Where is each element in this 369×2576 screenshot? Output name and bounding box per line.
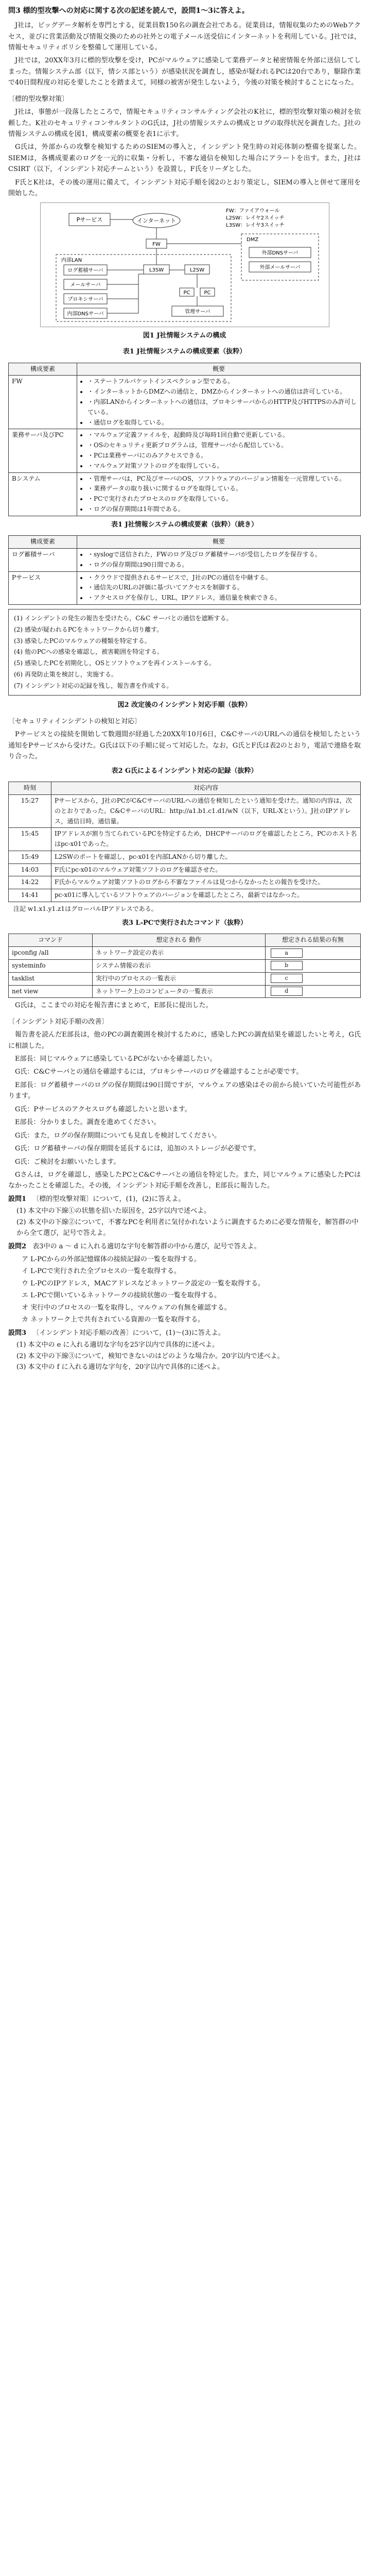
table1-cell-overview bbox=[77, 376, 361, 429]
legend-l2sw: L2SW：レイヤ2スイッチ bbox=[225, 215, 285, 221]
table1b-cell-overview bbox=[77, 571, 361, 604]
table1-bullet: • ・内部LANからインターネットへの通信は，プロキシサーバからのHTTP及びHTTPSのみ許可している。 bbox=[87, 397, 357, 418]
table2-cell-time: 14:03 bbox=[9, 863, 51, 876]
table3-header-cmd: コマンド bbox=[9, 934, 93, 947]
question-title: 問3 標的型攻撃への対応に関する次の記述を読んで，設問1〜3に答えよ。 bbox=[8, 7, 249, 15]
choice-item: イ L-PCで実行された全プロセスの一覧を取得する。 bbox=[22, 1267, 181, 1276]
table1b-cell-name: Pサービス bbox=[9, 571, 77, 604]
table-row bbox=[9, 429, 361, 472]
dns-server-label: 内部DNSサーバ bbox=[66, 311, 104, 317]
table3-cell-cmd: systeminfo bbox=[9, 959, 93, 972]
table-row bbox=[9, 863, 361, 876]
ext-dns-label: 外部DNSサーバ bbox=[261, 250, 298, 256]
question-1-item: (1) 本文中の下線①の状態を招いた原因を，25字以内で述べよ。 bbox=[16, 1207, 211, 1215]
log-server-label: ログ蓄積サーバ bbox=[67, 267, 103, 274]
question-3-item: (1) 本文中の e に入れる適切な字句を25字以内で具体的に述べよ。 bbox=[16, 1341, 219, 1349]
question-1-label: 設問1 bbox=[8, 1195, 27, 1203]
section1-paragraph: F氏とK社は，その後の運用に備えて，インシデント対応手順を図2のとおり策定し，SIEMの導入と併せて運用を開始した。 bbox=[8, 178, 361, 198]
question-1-item: (2) 本文中の下線②について，不審なPCを利用者に気付かれないように調査するために必要な情報を，解答群の中から全て選び，記号で答えよ。 bbox=[16, 1218, 359, 1238]
answer-blank-d: d bbox=[271, 987, 303, 996]
section3-paragraph: E部長：分かりました。調査を進めてください。 bbox=[15, 1118, 161, 1127]
question-3-label: 設問3 bbox=[8, 1329, 27, 1337]
table1b-bullet: • ・アクセスログを保存し，URL，IPアドレス，通信量を検索できる。 bbox=[87, 593, 357, 603]
procedure-step: (7) インシデント対応の記録を残し，報告書を作成する。 bbox=[14, 682, 173, 689]
answer-blank-b: b bbox=[271, 961, 303, 970]
p-service-label: Pサービス bbox=[76, 216, 102, 223]
section-heading: 〔インシデント対応手順の改善〕 bbox=[8, 1018, 109, 1026]
internet-label: インターネット bbox=[136, 217, 176, 224]
proxy-server-label: プロキシサーバ bbox=[67, 296, 103, 302]
table-row bbox=[9, 472, 361, 516]
answer-blank-a: a bbox=[271, 948, 303, 958]
table-row bbox=[9, 828, 361, 851]
table2-cell-text: pc-x01に導入しているソフトウェアのバージョンを確認したところ，最新ではなかった。 bbox=[51, 889, 361, 902]
table1-bullet: • ・マルウェア定義ファイルを，起動時及び毎時1回自動で更新している。 bbox=[87, 430, 357, 440]
question-2-choices bbox=[22, 1254, 361, 1326]
mail-server-label: メールサーバ bbox=[69, 282, 101, 288]
intro-paragraph: J社では，20XX年3月に標的型攻撃を受け，PCがマルウェアに感染して業務データと秘密情報を外部に送信してしまった。情報システム部（以下，情シス部という）が感染状況を調査し，感染が疑われるPCは20台であり，駆除作業で40日間程度の対応を要したことを踏まえて，同様の被害が発生しないよう，今後の対策を検討することになった。 bbox=[8, 57, 361, 87]
table1b-cell-overview bbox=[77, 548, 361, 571]
section3-paragraph: E部長：同じマルウェアに感染しているPCがないかを確認したい。 bbox=[15, 1055, 217, 1063]
dmz-label: DMZ bbox=[246, 236, 258, 243]
table2-note: 注記 w1.x1.y1.z1はグローバルIPアドレスである。 bbox=[13, 905, 157, 913]
table3-cell-act: 実行中のプロセスの一覧表示 bbox=[93, 972, 266, 985]
table3-cell-blank bbox=[265, 972, 360, 985]
table2-cell-text: L2SWのポートを確認し，pc-x01を内部LANから切り離した。 bbox=[51, 851, 361, 863]
section3-paragraph: G氏：C&Cサーバとの通信を確認するには，プロキシサーバのログを確認することが必要です。 bbox=[15, 1068, 303, 1076]
table1-bullet: • ・マルウェア対策ソフトのログを取得している。 bbox=[87, 461, 357, 471]
choice-item: エ L-PCで開いているネットワークの接続状態の一覧を取得する。 bbox=[22, 1292, 221, 1300]
table1-cell-name: 業務サーバ及びPC bbox=[9, 429, 77, 472]
table1-cell-name: Bシステム bbox=[9, 472, 77, 516]
question-3-item: (3) 本文中の f に入れる適切な字句を，20字以内で具体的に述べよ。 bbox=[16, 1363, 224, 1371]
table2-cell-time: 14:22 bbox=[9, 876, 51, 889]
fw-label: FW bbox=[152, 241, 161, 247]
table3-header-act: 想定される 動作 bbox=[93, 934, 266, 947]
internet-cloud bbox=[133, 213, 180, 228]
l3sw-label: L3SW bbox=[149, 267, 164, 273]
table-row bbox=[9, 571, 361, 604]
section3-paragraph: G氏：また，ログの保存期間についても見直しを検討してください。 bbox=[15, 1131, 221, 1140]
section3-paragraph: G氏：Pサービスのアクセスログも確認したいと思います。 bbox=[15, 1105, 191, 1113]
table1-bullet: • ・PCで実行されたプロセスのログを取得している。 bbox=[87, 494, 357, 504]
section3-paragraph: G氏：ご検討をお願いいたします。 bbox=[15, 1158, 120, 1166]
question-1 bbox=[8, 1194, 361, 1205]
question-3-items bbox=[16, 1340, 361, 1372]
table-row bbox=[9, 889, 361, 902]
table1b-header-overview: 概要 bbox=[77, 536, 361, 549]
procedure-step: (5) 感染したPCを初期化し，OSとソフトウェアを再インストールする。 bbox=[14, 659, 216, 667]
section2-paragraph: Pサービスとの接続を開始して数週間が経過した20XX年10月6日，C&CサーバのURLへの通信を検知したという通知をPサービスから受けた。G氏は以下の手順に従って対応した。なお，G氏とF氏は表2のとおり，電話で連絡を取り合った。 bbox=[8, 731, 361, 761]
ext-mail-label: 外部メールサーバ bbox=[259, 264, 301, 270]
table3-cell-cmd: ipconfig /all bbox=[9, 947, 93, 960]
table1b-caption: 表1 J社情報システムの構成要素（抜粋）（続き） bbox=[111, 520, 258, 529]
network-diagram bbox=[40, 202, 329, 327]
table2-cell-text: F氏にpc-x01のマルウェア対策ソフトのログを確認させた。 bbox=[51, 863, 361, 876]
intro-paragraph: J社は，ビッグデータ解析を専門とする，従業員数150名の調査会社である。従業員は，情報収集のためのWebアクセス，並びに営業活動及び情報交換のための社外との電子メール送受信にインターネットを利用している。J社では，情報セキュリティポリシを整備して運用している。 bbox=[8, 22, 361, 52]
table1-header-overview: 概要 bbox=[77, 363, 361, 376]
l2sw-label: L2SW bbox=[189, 267, 204, 273]
table3-cell-cmd: net view bbox=[9, 985, 93, 998]
table2-cell-time: 15:49 bbox=[9, 851, 51, 863]
question-3-head: 〔インシデント対応手順の改善〕について，(1)〜(3)に答えよ。 bbox=[32, 1329, 225, 1337]
table1-cell-overview bbox=[77, 429, 361, 472]
table-row bbox=[9, 959, 361, 972]
table3-cell-blank bbox=[265, 985, 360, 998]
table3-caption: 表3 L-PCで実行されたコマンド（抜粋） bbox=[121, 919, 248, 927]
internal-lan-label: 内部LAN bbox=[61, 257, 82, 263]
table-row bbox=[9, 851, 361, 863]
table1b-header-name: 構成要素 bbox=[9, 536, 77, 549]
question-3 bbox=[8, 1328, 361, 1338]
table3-cell-cmd: tasklist bbox=[9, 972, 93, 985]
table1-header-name: 構成要素 bbox=[9, 363, 77, 376]
table1-cell-name: FW bbox=[9, 376, 77, 429]
after-table3-paragraph: G氏は，ここまでの対応を報告書にまとめて，E部長に提出した。 bbox=[15, 1002, 213, 1010]
table1-cell-overview bbox=[77, 472, 361, 516]
table1-bullet: • ・ログの保存期間は1年間である。 bbox=[87, 504, 357, 515]
table1-bullet: • ・ステートフルパケットインスペクション型である。 bbox=[87, 377, 357, 387]
procedure-step: (3) 感染したPCのマルウェアの種類を特定する。 bbox=[14, 637, 151, 645]
table2-cell-text: F氏からマルウェア対策ソフトのログから不審なファイルは見つからなかったとの報告を受けた。 bbox=[51, 876, 361, 889]
legend-fw: FW：ファイアウォール bbox=[225, 208, 280, 214]
section3-closing: Gさんは，ログを確認し，感染したPCとC&Cサーバとの通信を特定した。また，同じマルウェアに感染したPCはなかったことを確認した。その後，インシデント対応手順を改善し，E部長に報告した。 bbox=[8, 1171, 361, 1190]
mgmt-server-label: 管理サーバ bbox=[184, 309, 210, 315]
legend bbox=[226, 208, 285, 228]
table1b-bullet: • ・通信先のURLの評価に基づいてアクセスを制御する。 bbox=[87, 583, 357, 593]
table1b-bullet: • ・クラウドで提供されるサービスで，J社のPCの通信を中継する。 bbox=[87, 573, 357, 583]
pc-label: PC bbox=[183, 290, 190, 296]
choice-item: オ 実行中のプロセスの一覧を取得し，マルウェアの有無を確認する。 bbox=[22, 1303, 231, 1312]
question-1-items bbox=[16, 1206, 361, 1239]
procedure-step: (2) 感染が疑われるPCをネットワークから切り離す。 bbox=[14, 625, 163, 633]
table1-bullet: • ・業務データの取り扱いに関するログを取得している。 bbox=[87, 484, 357, 494]
table2-cell-time: 15:27 bbox=[9, 794, 51, 827]
table3-cell-blank bbox=[265, 959, 360, 972]
procedure-step: (6) 再発防止策を検討し，実施する。 bbox=[14, 670, 117, 678]
table-row bbox=[9, 876, 361, 889]
table-row bbox=[9, 548, 361, 571]
table1-bullet: • ・OSのセキュリティ更新プログラムは，管理サーバから配信している。 bbox=[87, 440, 357, 451]
table2-cell-time: 14:41 bbox=[9, 889, 51, 902]
procedure-step: (4) 他のPCへの感染を確認し，被害範囲を特定する。 bbox=[14, 648, 164, 656]
table1b-bullet: • ・ログの保存期間は90日間である。 bbox=[87, 560, 357, 570]
procedure-step: (1) インシデントの発生の報告を受けたら，C&C サーバとの通信を遮断する。 bbox=[14, 614, 233, 622]
section-heading: 〔セキュリティインシデントの検知と対応〕 bbox=[8, 717, 142, 725]
table2 bbox=[8, 782, 361, 902]
section3-paragraph: E部長：ログ蓄積サーバのログの保存期間は90日間ですが，マルウェアの感染はその前から続いていた可能性があります。 bbox=[8, 1081, 361, 1100]
table3-cell-blank bbox=[265, 947, 360, 960]
choice-item: ウ L-PCのIPアドレス，MACアドレスなどネットワーク設定の一覧を取得する。 bbox=[22, 1279, 265, 1287]
table-row bbox=[9, 985, 361, 998]
table-row bbox=[9, 947, 361, 960]
table-row bbox=[9, 794, 361, 827]
table2-cell-time: 15:45 bbox=[9, 828, 51, 851]
table2-cell-text: IPアドレスが割り当てられているPCを特定するため，DHCPサーバのログを確認したところ，PCのホスト名はpc-x01であった。 bbox=[51, 828, 361, 851]
table3-cell-act: ネットワーク設定の表示 bbox=[93, 947, 266, 960]
figure1-caption: 図1 J社情報システムの構成 bbox=[143, 331, 226, 340]
table1b bbox=[8, 535, 361, 605]
section1-paragraph: G氏は，外部からの攻撃を検知するためのSIEMの導入と，インシデント発生時の対応体制の整備を提案した。SIEMは，各構成要素のログを一元的に収集・分析し，不審な通信を検知した場合にアラートを出す。また，J社はCSIRT（以下，インシデント対応チームという）を設置し，F氏をリーダとした。 bbox=[8, 143, 361, 174]
choice-item: ア L-PCからの外部記憶媒体の接続記録の一覧を取得する。 bbox=[22, 1256, 201, 1264]
table-row bbox=[9, 376, 361, 429]
figure2-caption: 図2 改定後のインシデント対応手順（抜粋） bbox=[117, 701, 252, 709]
section3-paragraph: G氏：ログ蓄積サーバの保存期間を延長するには，追加のストレージが必要です。 bbox=[15, 1145, 260, 1153]
answer-blank-c: c bbox=[271, 974, 303, 983]
table-row bbox=[9, 972, 361, 985]
table3-cell-act: ネットワーク上のコンピュータの一覧表示 bbox=[93, 985, 266, 998]
section1-paragraph: J社は，事態が一段落したところで，情報セキュリティコンサルティング会社のK社に，標的型攻撃対策の検討を依頼した。K社のセキュリティコンサルタントのG氏は，J社の情報システムの構成とログの取得状況を調査した。J社の情報システムの構成を図1，構成要素の概要を表1に示す。 bbox=[8, 108, 361, 139]
table2-caption: 表2 G氏によるインシデント対応の記録（抜粋） bbox=[111, 767, 258, 775]
table2-cell-text: Pサービスから，J社のPCがC&CサーバのURLへの通信を検知したという通知を受けた。通知の内容は，次のとおりであった。C&CサーバのURL：http://a1.b1.c1.d1/wN（以下，URL-Xという）。J社のIPアドレス，通信日時，通信量。 bbox=[51, 794, 361, 827]
table3-header-result: 想定される結果の有無 bbox=[265, 934, 360, 947]
question-3-item: (2) 本文中の下線③について，検知できないのはどのような場合か。20字以内で述べよ。 bbox=[16, 1352, 284, 1360]
table2-header-action: 対応内容 bbox=[51, 782, 361, 795]
question-2-head: 表3中の a 〜 d に入れる適切な字句を解答群の中から選び，記号で答えよ。 bbox=[32, 1242, 261, 1250]
question-2 bbox=[8, 1241, 361, 1252]
table3-cell-act: システム情報の表示 bbox=[93, 959, 266, 972]
table1-bullet: • ・PCは業務サーバにのみアクセスできる。 bbox=[87, 451, 357, 461]
table1-bullet: • ・管理サーバは，PC及びサーバのOS，ソフトウェアのバージョン情報を一元管理している。 bbox=[87, 474, 357, 484]
table3 bbox=[8, 934, 361, 998]
section-heading: 〔標的型攻撃対策〕 bbox=[8, 95, 69, 103]
legend-l3sw: L3SW：レイヤ3スイッチ bbox=[225, 222, 285, 228]
incident-procedure-box bbox=[8, 609, 361, 696]
question-2-label: 設問2 bbox=[8, 1242, 27, 1250]
table1-bullet: • ・通信ログを取得している。 bbox=[87, 418, 357, 428]
table2-header-time: 時刻 bbox=[9, 782, 51, 795]
table1-bullet: • ・インターネットからDMZへの通信と，DMZからインターネットへの通信は許可している。 bbox=[87, 387, 357, 397]
table1b-bullet: • ・syslogで送信された，FWのログ及びログ蓄積サーバが受信したログを保存する。 bbox=[87, 550, 357, 560]
section3-paragraph: 報告書を読んだE部長は，他のPCの調査範囲を検討するために，感染したPCの調査結果を確認したいと考え，G氏に相談した。 bbox=[8, 1031, 361, 1050]
table1 bbox=[8, 363, 361, 516]
table1-caption: 表1 J社情報システムの構成要素（抜粋） bbox=[122, 348, 247, 356]
pc-label: PC bbox=[203, 290, 211, 296]
question-1-head: 〔標的型攻撃対策〕について，(1)，(2)に答えよ。 bbox=[32, 1195, 185, 1203]
table1b-cell-name: ログ蓄積サーバ bbox=[9, 548, 77, 571]
choice-item: カ ネットワーク上で共有されている資源の一覧を取得する。 bbox=[22, 1316, 205, 1324]
